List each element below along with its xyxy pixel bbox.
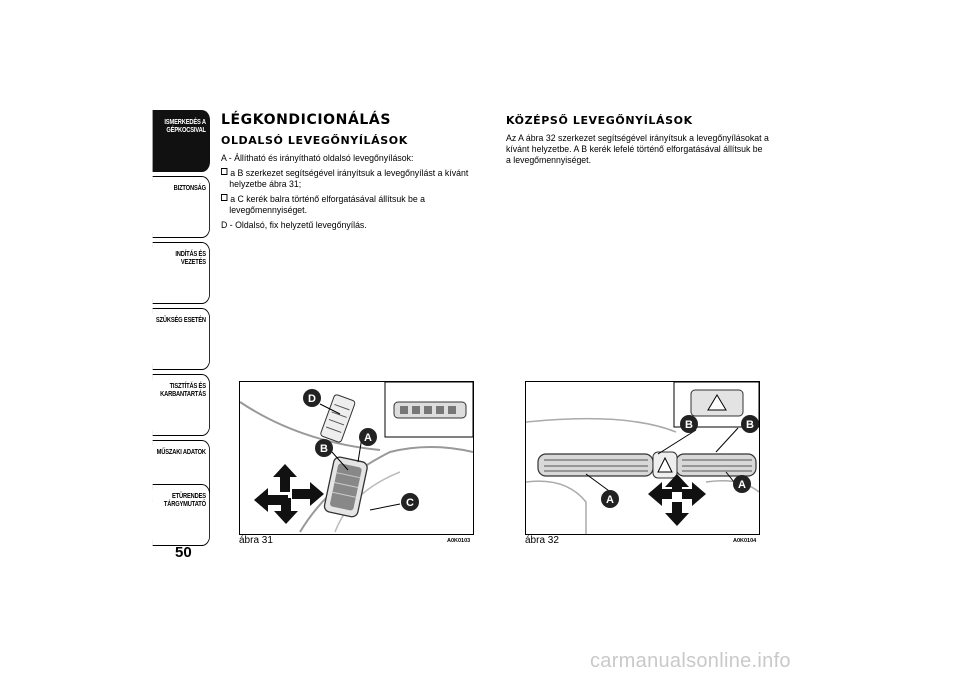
left-column — [221, 112, 469, 235]
callout-label: A — [606, 494, 614, 506]
bullet-item-1 — [221, 168, 473, 190]
figure-32-code: A0K0104 — [733, 538, 757, 544]
callout-label: A — [364, 432, 372, 444]
callout-label: A — [738, 479, 746, 491]
tab-targymutato[interactable]: ETÜRENDES TÁRGYMUTATÓ — [153, 484, 210, 546]
checkbox-bullet-icon — [221, 194, 227, 201]
right-para: Az A ábra 32 szerkezet segítségével irányítsuk a levegőnyílásokat a kívánt helyzetbe. A B kerék lefelé történő elforgatásával állítsuk be a levegőmennyiséget. — [506, 133, 769, 166]
callout-label: B — [320, 443, 328, 455]
checkbox-bullet-icon — [221, 168, 227, 175]
tab-muszaki[interactable]: MŰSZAKI ADATOK — [153, 440, 210, 502]
bullet-text-2: a C kerék balra történő elforgatásával állítsuk be a levegőmennyiséget. — [229, 194, 426, 216]
tab-inditas[interactable]: INDÍTÁS ÉS VEZETÉS — [153, 242, 210, 304]
figure-32 — [525, 381, 760, 535]
page-number: 50 — [175, 544, 192, 561]
left-subtitle: OLDALSÓ LEVEGŐNYÍLÁSOK — [221, 134, 408, 147]
para-d: D - Oldalsó, fix helyzetű levegőnyílás. — [221, 220, 367, 231]
figure-32-illustration — [526, 382, 759, 534]
figure-31-code: A0K0103 — [447, 538, 471, 544]
tab-biztonsag[interactable]: BIZTONSÁG — [153, 176, 210, 238]
figure-31 — [239, 381, 474, 535]
bullet-item-2 — [221, 194, 473, 216]
bullet-text-1: a B szerkezet segítségével irányítsuk a levegőnyílást a kívánt helyzetbe ábra 31; — [229, 168, 469, 190]
right-subtitle: KÖZÉPSŐ LEVEGŐNYÍLÁSOK — [506, 114, 693, 127]
figure-31-illustration — [240, 382, 473, 534]
callout-label: D — [308, 393, 316, 405]
para-a: A - Állítható és irányítható oldalsó levegőnyílások: — [221, 153, 414, 164]
tab-ismerkedes[interactable]: ISMERKEDÉS A GÉPKOCSIVAL — [153, 110, 210, 172]
tab-szukseg[interactable]: SZÜKSÉG ESETÉN — [153, 308, 210, 370]
callout-label: C — [406, 497, 414, 509]
right-column — [506, 112, 771, 170]
tab-tisztitas[interactable]: TISZTÍTÁS ÉS KARBANTARTÁS — [153, 374, 210, 436]
watermark: carmanualsonline.info — [590, 650, 791, 672]
figure-32-caption: ábra 32 — [525, 535, 559, 546]
section-title: LÉGKONDICIONÁLÁS — [221, 112, 392, 128]
callout-label: B — [685, 419, 693, 431]
figure-31-caption: ábra 31 — [239, 535, 273, 546]
callout-label: B — [746, 419, 754, 431]
